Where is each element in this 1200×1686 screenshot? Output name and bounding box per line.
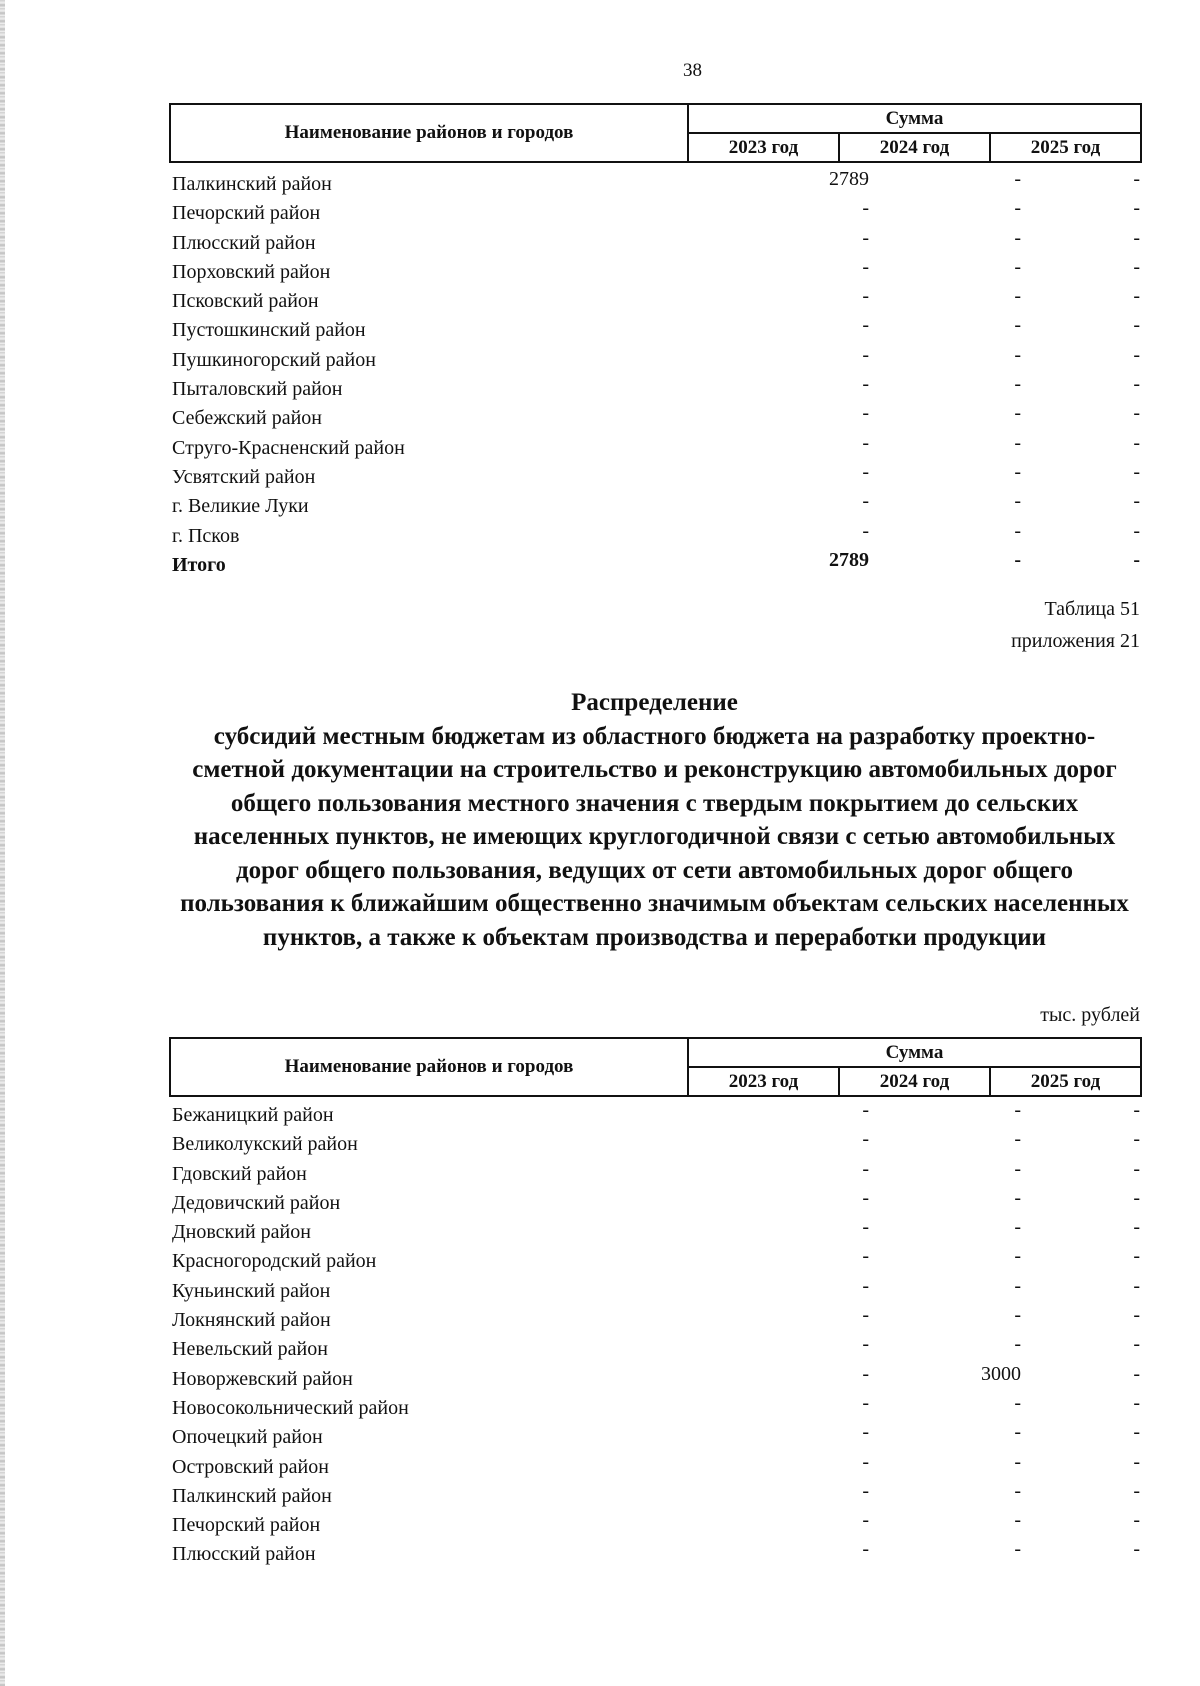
header-year-2025: 2025 год: [990, 1067, 1141, 1096]
district-name: Дновский район: [172, 1221, 311, 1244]
value-2025: -: [1133, 168, 1140, 190]
district-name: г. Великие Луки: [172, 495, 309, 518]
district-name: Псковский район: [172, 290, 319, 313]
district-name: г. Псков: [172, 524, 240, 547]
value-2023: -: [862, 431, 869, 454]
value-2023: -: [862, 460, 869, 483]
value-2025: -: [1133, 1391, 1140, 1414]
value-2025: -: [1133, 1538, 1140, 1561]
value-2024: -: [1014, 285, 1021, 308]
table-bottom-body: [172, 1101, 1140, 1570]
district-name: Себежский район: [172, 407, 322, 430]
value-2023: -: [862, 1216, 869, 1239]
district-name: Красногородский район: [172, 1250, 377, 1273]
value-2023: -: [862, 1186, 869, 1209]
table-top-body: [172, 170, 1140, 580]
table-number: Таблица 51: [1044, 598, 1140, 620]
value-2024: -: [1014, 1509, 1021, 1532]
value-2025: -: [1133, 1304, 1140, 1327]
value-2023: -: [862, 490, 869, 513]
value-2025: -: [1133, 226, 1140, 249]
value-2024: -: [1014, 431, 1021, 454]
title-sub: субсидий местным бюджетам из областного бюджета на разработку проектно-сметной документации на строительство и реконструкцию автомобильных дорог общего пользования местного значения с твердым покрытием до сельских населенных пунктов, не имеющих круглогодичной связи с сетью автомобильных дорог общего пользования, ведущих от сети автомобильных дорог общего пользования к ближайшим общественно значимым объектам сельских населенных пунктов, а также к объектам производства и переработки продукции: [180, 722, 1129, 951]
value-2024: -: [1014, 1157, 1021, 1180]
value-2023: -: [862, 226, 869, 249]
district-name: Пыталовский район: [172, 378, 343, 401]
value-2024: -: [1014, 168, 1021, 190]
value-2023: -: [862, 255, 869, 278]
value-2023: -: [862, 1099, 869, 1121]
header-name-column: Наименование районов и городов: [170, 1038, 688, 1096]
header-name-column: Наименование районов и городов: [170, 104, 688, 162]
value-2024: -: [1014, 314, 1021, 337]
value-2025: -: [1133, 197, 1140, 220]
district-name: Новоржевский район: [172, 1367, 353, 1390]
district-name: Пушкиногорский район: [172, 348, 376, 371]
district-name: Усвятский район: [172, 465, 316, 488]
value-2024: -: [1014, 402, 1021, 425]
value-2024: -: [1014, 519, 1021, 542]
table-bottom-header: [169, 1037, 1142, 1097]
total-label: Итого: [172, 553, 226, 576]
total-2024: -: [1014, 548, 1021, 571]
header-year-2024: 2024 год: [839, 133, 990, 162]
value-2023: -: [862, 285, 869, 308]
header-year-2023: 2023 год: [688, 1067, 839, 1096]
value-2024: -: [1014, 1099, 1021, 1121]
value-2024: -: [1014, 1479, 1021, 1502]
total-row: [172, 548, 1140, 580]
district-name: Порховский район: [172, 260, 331, 283]
district-name: Локнянский район: [172, 1309, 331, 1332]
value-2023: -: [862, 373, 869, 396]
value-2023: -: [862, 1538, 869, 1561]
district-name: Невельский район: [172, 1338, 328, 1361]
value-2025: -: [1133, 460, 1140, 483]
district-name: Палкинский район: [172, 173, 332, 195]
units-label: тыс. рублей: [1040, 1004, 1140, 1026]
district-name: Плюсский район: [172, 1543, 316, 1566]
value-2024: -: [1014, 1538, 1021, 1561]
value-2023: 2789: [829, 168, 869, 190]
value-2024: -: [1014, 255, 1021, 278]
scan-edge: [0, 0, 5, 1686]
value-2025: -: [1133, 431, 1140, 454]
header-year-2025: 2025 год: [990, 133, 1141, 162]
value-2023: -: [862, 343, 869, 366]
title-main: Распределение: [571, 689, 738, 716]
value-2025: -: [1133, 1421, 1140, 1444]
value-2023: -: [862, 1362, 869, 1385]
header-year-2023: 2023 год: [688, 133, 839, 162]
value-2024: -: [1014, 460, 1021, 483]
value-2025: -: [1133, 314, 1140, 337]
district-name: Куньинский район: [172, 1279, 331, 1302]
value-2025: -: [1133, 490, 1140, 513]
value-2023: -: [862, 197, 869, 220]
header-sum: Сумма: [688, 104, 1141, 133]
value-2024: -: [1014, 490, 1021, 513]
value-2023: -: [862, 519, 869, 542]
value-2024: -: [1014, 1333, 1021, 1356]
header-year-2024: 2024 год: [839, 1067, 990, 1096]
value-2025: -: [1133, 1509, 1140, 1532]
value-2024: -: [1014, 1216, 1021, 1239]
district-name: Печорский район: [172, 202, 321, 225]
value-2023: -: [862, 1157, 869, 1180]
value-2024: -: [1014, 226, 1021, 249]
district-name: Дедовичский район: [172, 1191, 341, 1214]
value-2025: -: [1133, 1450, 1140, 1473]
value-2025: -: [1133, 1186, 1140, 1209]
document-title: [169, 686, 1140, 954]
value-2024: -: [1014, 1186, 1021, 1209]
district-name: Гдовский район: [172, 1162, 307, 1185]
value-2023: -: [862, 1391, 869, 1414]
table-top-header: [169, 103, 1142, 163]
value-2024: 3000: [981, 1362, 1021, 1385]
value-2023: -: [862, 1304, 869, 1327]
value-2025: -: [1133, 519, 1140, 542]
value-2024: -: [1014, 1421, 1021, 1444]
value-2025: -: [1133, 343, 1140, 366]
value-2025: -: [1133, 1362, 1140, 1385]
value-2025: -: [1133, 1245, 1140, 1268]
value-2025: -: [1133, 1099, 1140, 1121]
value-2025: -: [1133, 402, 1140, 425]
district-name: Струго-Красненский район: [172, 436, 405, 459]
value-2024: -: [1014, 373, 1021, 396]
value-2023: -: [862, 1128, 869, 1151]
value-2023: -: [862, 314, 869, 337]
district-name: Островский район: [172, 1455, 329, 1478]
value-2025: -: [1133, 285, 1140, 308]
value-2023: -: [862, 1245, 869, 1268]
district-name: Великолукский район: [172, 1133, 358, 1156]
value-2025: -: [1133, 255, 1140, 278]
table-row: [172, 1540, 1140, 1569]
district-name: Бежаницкий район: [172, 1104, 334, 1126]
district-name: Пустошкинский район: [172, 319, 366, 342]
value-2024: -: [1014, 1274, 1021, 1297]
value-2025: -: [1133, 373, 1140, 396]
value-2023: -: [862, 1274, 869, 1297]
value-2025: -: [1133, 1128, 1140, 1151]
value-2023: -: [862, 1509, 869, 1532]
value-2025: -: [1133, 1479, 1140, 1502]
value-2023: -: [862, 1421, 869, 1444]
value-2024: -: [1014, 1450, 1021, 1473]
value-2024: -: [1014, 1128, 1021, 1151]
value-2024: -: [1014, 1391, 1021, 1414]
district-name: Новосокольнический район: [172, 1396, 409, 1419]
value-2025: -: [1133, 1216, 1140, 1239]
district-name: Печорский район: [172, 1514, 321, 1537]
district-name: Палкинский район: [172, 1484, 332, 1507]
value-2025: -: [1133, 1333, 1140, 1356]
value-2023: -: [862, 1333, 869, 1356]
appendix-number: приложения 21: [1011, 630, 1140, 652]
value-2024: -: [1014, 1245, 1021, 1268]
page-number: 38: [683, 60, 702, 81]
table-caption: [1011, 593, 1140, 657]
value-2024: -: [1014, 1304, 1021, 1327]
total-2023: 2789: [829, 548, 869, 571]
value-2023: -: [862, 1479, 869, 1502]
header-sum: Сумма: [688, 1038, 1141, 1067]
value-2023: -: [862, 1450, 869, 1473]
district-name: Плюсский район: [172, 231, 316, 254]
value-2024: -: [1014, 197, 1021, 220]
value-2023: -: [862, 402, 869, 425]
value-2025: -: [1133, 1157, 1140, 1180]
value-2025: -: [1133, 1274, 1140, 1297]
value-2024: -: [1014, 343, 1021, 366]
district-name: Опочецкий район: [172, 1426, 323, 1449]
total-2025: -: [1133, 548, 1140, 571]
